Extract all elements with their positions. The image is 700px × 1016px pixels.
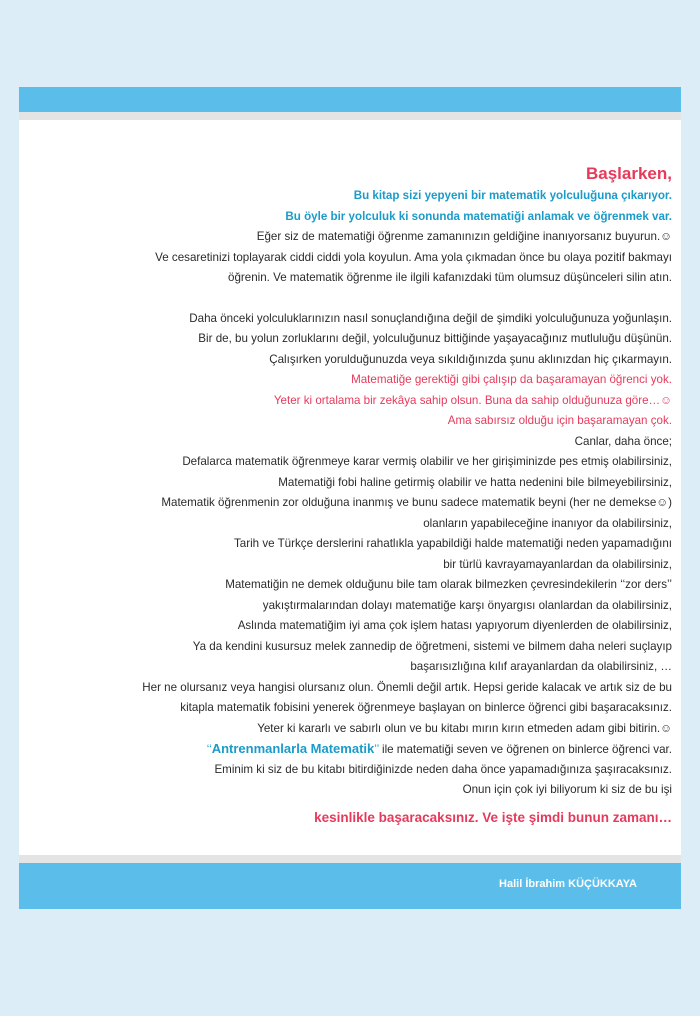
- top-banner-shadow: [19, 112, 681, 120]
- paragraph-line: Matematiğin ne demek olduğunu bile tam olarak bilmezken çevresindekilerin ‘‘zor ders’’: [225, 578, 672, 591]
- bottom-banner-shadow: [19, 855, 681, 863]
- paragraph-line: Çalışırken yorulduğunuzda veya sıkıldığınızda şunu aklınızdan hiç çıkarmayın.: [269, 352, 672, 366]
- paragraph-line: Daha önceki yolculuklarınızın nasıl sonuçlandığına değil de şimdiki yolculuğunuza yoğunlaşın.: [189, 311, 672, 325]
- paragraph-line: yakıştırmalarından dolayı matematiğe karşı önyargısı olanlardan da olabilirsiniz,: [262, 598, 672, 612]
- brand-line-text: ile matematiği seven ve öğrenen on binlerce öğrenci var.: [378, 743, 672, 756]
- paragraph-line: Aslında matematiğim iyi ama çok işlem hatası yapıyorum diyenlerden de olabilirsiniz,: [237, 619, 672, 632]
- paragraph-line: Ya da kendini kusursuz melek zannedip de öğretmeni, sistemi ve bilmem daha neleri suçlayıp: [192, 639, 672, 653]
- paragraph-line: Her ne olursanız veya hangisi olursanız olun. Önemli değil artık. Hepsi geride kalacak ve artık siz de bu: [142, 680, 672, 694]
- close-quote: ’’: [374, 743, 379, 756]
- paragraph-line: olanların yapabileceğine inanıyor da olabilirsiniz,: [423, 516, 672, 530]
- highlight-line: Ama sabırsız olduğu için başaramayan çok.: [447, 414, 672, 427]
- top-banner: [19, 87, 681, 112]
- author-name: Halil İbrahim KÜÇÜKKAYA: [499, 878, 637, 890]
- paragraph-gap: [40, 289, 672, 309]
- preface-text: [40, 162, 672, 831]
- paragraph-line: Matematiği fobi haline getirmiş olabilir ve hatta nedenini bile bilmeyebilirsiniz,: [278, 475, 672, 489]
- paragraph-line: Eminim ki siz de bu kitabı bitirdiğinizde neden daha önce yapamadığınıza şaşıracaksınız.: [214, 762, 672, 776]
- paragraph-line: Defalarca matematik öğrenmeye karar vermiş olabilir ve her girişiminizde pes etmiş olabilirsiniz,: [182, 455, 672, 468]
- intro-line: Bu öyle bir yolculuk ki sonunda matematiği anlamak ve öğrenmek var.: [285, 209, 672, 223]
- paragraph-line: başarısızlığına kılıf arayanlardan da olabilirsiniz, …: [410, 660, 672, 673]
- paragraph-line: kitapla matematik fobisini yenerek öğrenmeye başlayan on binlerce öğrenci gibi başaracaksınız.: [180, 701, 672, 714]
- paragraph-line: Yeter ki kararlı ve sabırlı olun ve bu kitabı mırın kırın etmeden adam gibi bitirin.☺: [257, 721, 672, 735]
- paragraph-line: öğrenin. Ve matematik öğrenme ile ilgili kafanızdaki tüm olumsuz düşünceleri silin atın.: [228, 271, 672, 284]
- intro-line: Bu kitap sizi yepyeni bir matematik yolculuğuna çıkarıyor.: [353, 189, 672, 202]
- open-quote: ‘‘: [206, 743, 212, 756]
- paragraph-line: Ve cesaretinizi toplayarak ciddi ciddi yola koyulun. Ama yola çıkmadan önce bu olaya pozitif bakmayı: [155, 250, 672, 264]
- highlight-line: Matematiğe gerektiği gibi çalışıp da başaramayan öğrenci yok.: [351, 373, 672, 386]
- brand-line: [40, 739, 672, 760]
- paragraph-line: Bir de, bu yolun zorluklarını değil, yolculuğunuz bittiğinde yaşayacağınız mutluluğu düşünün.: [198, 332, 672, 345]
- paragraph-line: Matematik öğrenmenin zor olduğuna inanmış ve bunu sadece matematik beyni (her ne demekse☺): [161, 496, 672, 509]
- paragraph-line: Onun için çok iyi biliyorum ki siz de bu işi: [462, 783, 672, 796]
- bottom-banner: [19, 863, 681, 909]
- paragraph-line: Eğer siz de matematiği öğrenme zamanınızın geldiğine inanıyorsanız buyurun.☺: [256, 230, 672, 243]
- book-brand-name: Antrenmanlarla Matematik: [211, 741, 375, 756]
- highlight-line: Yeter ki ortalama bir zekâya sahip olsun. Buna da sahip olduğunuza göre…☺: [273, 393, 672, 407]
- closing-line: kesinlikle başaracaksınız. Ve işte şimdi bunun zamanı…: [314, 809, 672, 825]
- paragraph-line: Canlar, daha önce;: [574, 434, 672, 448]
- paragraph-line: bir türlü kavrayamayanlardan da olabilirsiniz,: [443, 557, 672, 571]
- paragraph-line: Tarih ve Türkçe derslerini rahatlıkla yapabildiği halde matematiği neden yapamadığını: [233, 537, 672, 550]
- page-title: Başlarken,: [586, 164, 672, 183]
